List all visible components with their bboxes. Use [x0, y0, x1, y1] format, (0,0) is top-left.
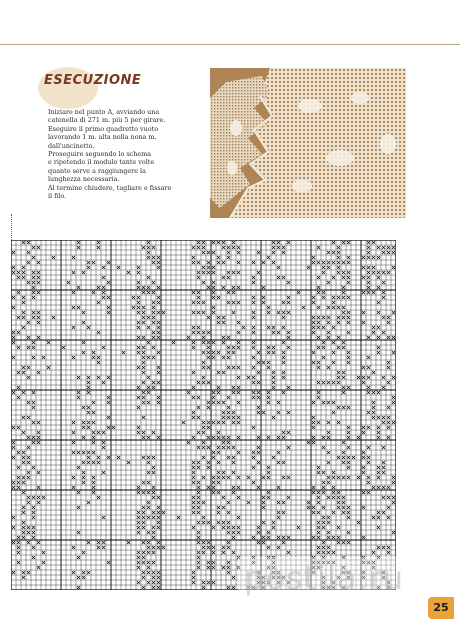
crochet-lace-photo-icon [210, 68, 406, 218]
instruction-line: lunghezza necessaria. [48, 175, 120, 184]
instruction-line: quanto serve a raggiungere la [48, 166, 146, 175]
instruction-line: e ripetendo il modulo tante volte [48, 158, 155, 167]
instruction-line: catenella di 271 m. più 5 per girare. [48, 116, 166, 125]
section-heading: ESECUZIONE [44, 73, 142, 88]
filet-pattern-chart [11, 240, 396, 590]
instruction-line: Iniziare nel punto A, avviando una [48, 108, 160, 116]
watermark [238, 557, 405, 605]
filet-crochet-grid-chart [11, 240, 396, 590]
instruction-line: il filo. [48, 192, 67, 201]
page-number-badge [428, 597, 454, 619]
top-divider [0, 44, 460, 45]
instruction-line: Al termine chiudere, tagliare e fissare [48, 183, 172, 192]
instruction-line: Proseguire seguendo lo schema [48, 150, 152, 159]
instruction-line: Eseguire il primo quadretto vuoto [48, 124, 159, 133]
instruction-line: dall'uncinetto. [48, 141, 95, 150]
margin-guide [11, 214, 13, 240]
instructions-text [48, 108, 198, 200]
watermark-text: postila.ru [244, 559, 405, 597]
instruction-line: lavorando 1 m. alta nella nona m. [48, 133, 157, 142]
page-number: 25 [433, 601, 449, 614]
crochet-lace-photo [210, 68, 406, 218]
